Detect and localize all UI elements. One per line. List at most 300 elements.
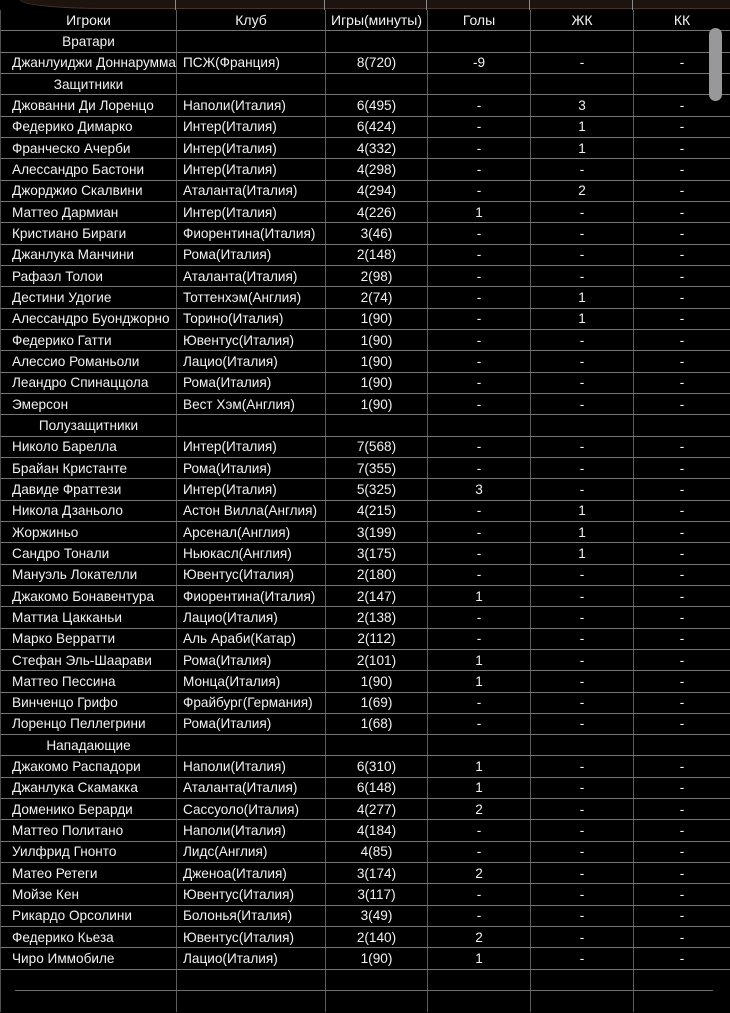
goals-cell: -	[428, 906, 531, 926]
games-minutes-cell: 4(298)	[326, 159, 428, 179]
header-cell-yellow-cards: ЖК	[531, 10, 634, 30]
games-minutes-cell: 2(148)	[326, 245, 428, 265]
player-row	[0, 287, 730, 308]
player-name-cell: Маттео Политано	[1, 820, 177, 840]
yellow-cards-cell: -	[531, 863, 634, 883]
player-row	[0, 884, 730, 905]
club-cell: Арсенал(Англия)	[177, 522, 326, 542]
empty-cell	[177, 415, 326, 435]
club-cell: Аталанта(Италия)	[177, 266, 326, 286]
yellow-cards-cell: -	[531, 906, 634, 926]
goals-cell: -	[428, 607, 531, 627]
red-cards-cell: -	[679, 439, 685, 455]
empty-row	[0, 991, 730, 1012]
games-minutes-cell: 4(294)	[326, 181, 428, 201]
red-cards-cell: -	[679, 673, 685, 689]
goals-cell: -	[428, 181, 531, 201]
empty-cell	[531, 735, 634, 755]
yellow-cards-cell: -	[531, 159, 634, 179]
club-cell: Фрайбург(Германия)	[177, 693, 326, 713]
player-name-cell: Жоржиньо	[1, 522, 177, 542]
player-name-cell: Франческо Ачерби	[1, 138, 177, 158]
player-name-cell: Федерико Кьеза	[1, 927, 177, 947]
section-row	[0, 31, 730, 52]
empty-cell	[428, 991, 531, 1012]
games-minutes-cell: 3(175)	[326, 543, 428, 563]
empty-cell	[177, 991, 326, 1012]
column-divider-tick	[632, 0, 633, 10]
column-divider-tick	[529, 0, 530, 10]
club-cell: Ювентус(Италия)	[177, 330, 326, 350]
empty-row	[0, 970, 730, 991]
club-cell: Лацио(Италия)	[177, 948, 326, 968]
games-minutes-cell: 2(74)	[326, 287, 428, 307]
games-minutes-cell: 1(90)	[326, 671, 428, 691]
player-name-cell: Уилфрид Гнонто	[1, 842, 177, 862]
club-cell: Ювентус(Италия)	[177, 927, 326, 947]
player-name-cell: Мануэль Локателли	[1, 565, 177, 585]
red-cards-cell: -	[679, 545, 685, 561]
empty-cell	[428, 74, 531, 94]
player-row	[0, 53, 730, 74]
red-cards-cell: -	[679, 332, 685, 348]
yellow-cards-cell: -	[531, 479, 634, 499]
red-cards-cell: -	[679, 524, 685, 540]
empty-cell	[428, 970, 531, 991]
yellow-cards-cell: 1	[531, 117, 634, 137]
yellow-cards-cell: -	[531, 223, 634, 243]
club-cell: Фиорентина(Италия)	[177, 586, 326, 606]
empty-cell	[428, 31, 531, 51]
goals-cell: -9	[428, 53, 531, 73]
player-row	[0, 181, 730, 202]
empty-cell	[428, 735, 531, 755]
player-row	[0, 351, 730, 372]
club-cell: Дженоа(Италия)	[177, 863, 326, 883]
player-row	[0, 714, 730, 735]
games-minutes-cell: 7(355)	[326, 458, 428, 478]
empty-cell	[326, 970, 428, 991]
games-minutes-cell: 6(310)	[326, 756, 428, 776]
section-row	[0, 74, 730, 95]
goals-cell: -	[428, 117, 531, 137]
empty-cell	[326, 735, 428, 755]
player-name-cell: Дестини Удогие	[1, 287, 177, 307]
red-cards-cell: -	[679, 588, 685, 604]
yellow-cards-cell: -	[531, 714, 634, 734]
yellow-cards-cell: -	[531, 607, 634, 627]
goals-cell: -	[428, 159, 531, 179]
player-name-cell: Джованни Ди Лоренцо	[1, 95, 177, 115]
player-name-cell: Алессандро Буонджорно	[1, 309, 177, 329]
goals-cell: -	[428, 266, 531, 286]
player-name-cell: Маттиа Цакканьи	[1, 607, 177, 627]
games-minutes-cell: 3(199)	[326, 522, 428, 542]
goals-cell: -	[428, 373, 531, 393]
player-name-cell: Алессандро Бастони	[1, 159, 177, 179]
player-name-cell: Кристиано Бираги	[1, 223, 177, 243]
player-row	[0, 650, 730, 671]
yellow-cards-cell: -	[531, 266, 634, 286]
yellow-cards-cell: 1	[531, 522, 634, 542]
player-name-cell: Николо Барелла	[1, 437, 177, 457]
empty-cell	[531, 31, 634, 51]
club-cell: Болонья(Италия)	[177, 906, 326, 926]
club-cell: Монца(Италия)	[177, 671, 326, 691]
goals-cell: 1	[428, 756, 531, 776]
yellow-cards-cell: -	[531, 671, 634, 691]
player-name-cell: Сандро Тонали	[1, 543, 177, 563]
games-minutes-cell: 3(49)	[326, 906, 428, 926]
goals-cell: 2	[428, 799, 531, 819]
red-cards-cell: -	[679, 289, 685, 305]
empty-cell	[1, 970, 177, 991]
yellow-cards-cell: -	[531, 842, 634, 862]
red-cards-cell: -	[679, 161, 685, 177]
yellow-cards-cell: -	[531, 245, 634, 265]
goals-cell: 2	[428, 927, 531, 947]
red-cards-cell: -	[679, 652, 685, 668]
goals-cell: -	[428, 245, 531, 265]
red-cards-cell: -	[679, 759, 685, 775]
player-row	[0, 266, 730, 287]
club-cell: Наполи(Италия)	[177, 756, 326, 776]
yellow-cards-cell: 1	[531, 501, 634, 521]
red-cards-cell: -	[679, 460, 685, 476]
games-minutes-cell: 6(424)	[326, 117, 428, 137]
yellow-cards-cell: -	[531, 820, 634, 840]
yellow-cards-cell: -	[531, 650, 634, 670]
yellow-cards-cell: -	[531, 330, 634, 350]
player-name-cell: Марко Верратти	[1, 629, 177, 649]
yellow-cards-cell: 2	[531, 181, 634, 201]
player-name-cell: Доменико Берарди	[1, 799, 177, 819]
red-cards-cell: -	[679, 225, 685, 241]
games-minutes-cell: 4(184)	[326, 820, 428, 840]
red-cards-cell: -	[679, 183, 685, 199]
games-minutes-cell: 6(148)	[326, 778, 428, 798]
yellow-cards-cell: 1	[531, 309, 634, 329]
empty-cell	[177, 31, 326, 51]
player-name-cell: Давиде Фраттези	[1, 479, 177, 499]
games-minutes-cell: 4(332)	[326, 138, 428, 158]
red-cards-cell: -	[679, 844, 685, 860]
section-row	[0, 415, 730, 436]
club-cell: Рома(Италия)	[177, 714, 326, 734]
games-minutes-cell: 3(46)	[326, 223, 428, 243]
player-row	[0, 458, 730, 479]
section-label: Защитники	[1, 74, 177, 94]
goals-cell: 1	[428, 948, 531, 968]
red-cards-cell: -	[679, 887, 685, 903]
player-row	[0, 799, 730, 820]
yellow-cards-cell: -	[531, 351, 634, 371]
goals-cell: -	[428, 501, 531, 521]
club-cell: Вест Хэм(Англия)	[177, 394, 326, 414]
club-cell: Наполи(Италия)	[177, 95, 326, 115]
red-cards-cell: -	[679, 951, 685, 967]
player-row	[0, 330, 730, 351]
player-row	[0, 948, 730, 969]
games-minutes-cell: 2(101)	[326, 650, 428, 670]
games-minutes-cell: 4(215)	[326, 501, 428, 521]
goals-cell: 1	[428, 202, 531, 222]
top-banner-remnant	[20, 0, 730, 9]
vertical-scrollbar-thumb[interactable]	[709, 28, 722, 101]
yellow-cards-cell: -	[531, 458, 634, 478]
player-name-cell: Федерико Димарко	[1, 117, 177, 137]
yellow-cards-cell: -	[531, 586, 634, 606]
player-name-cell: Лоренцо Пеллегрини	[1, 714, 177, 734]
section-row	[0, 735, 730, 756]
red-cards-cell: -	[679, 780, 685, 796]
player-row	[0, 629, 730, 650]
goals-cell: -	[428, 95, 531, 115]
player-name-cell: Матео Ретеги	[1, 863, 177, 883]
goals-cell: -	[428, 693, 531, 713]
games-minutes-cell: 8(720)	[326, 53, 428, 73]
yellow-cards-cell: -	[531, 565, 634, 585]
club-cell: Наполи(Италия)	[177, 820, 326, 840]
goals-cell: -	[428, 543, 531, 563]
games-minutes-cell: 4(226)	[326, 202, 428, 222]
games-minutes-cell: 2(138)	[326, 607, 428, 627]
games-minutes-cell: 3(174)	[326, 863, 428, 883]
red-cards-cell: -	[679, 396, 685, 412]
empty-cell	[326, 31, 428, 51]
club-cell: Рома(Италия)	[177, 458, 326, 478]
empty-cell	[326, 415, 428, 435]
yellow-cards-cell: -	[531, 202, 634, 222]
club-cell: ПСЖ(Франция)	[177, 53, 326, 73]
games-minutes-cell: 1(90)	[326, 309, 428, 329]
yellow-cards-cell: -	[531, 53, 634, 73]
red-cards-cell: -	[679, 140, 685, 156]
club-cell: Ювентус(Италия)	[177, 565, 326, 585]
player-row	[0, 778, 730, 799]
games-minutes-cell: 1(90)	[326, 373, 428, 393]
column-divider-tick	[175, 0, 176, 10]
player-name-cell: Джакомо Бонавентура	[1, 586, 177, 606]
player-row	[0, 906, 730, 927]
section-label: Нападающие	[1, 735, 177, 755]
header-cell-red-cards: КК	[673, 12, 691, 29]
red-cards-cell: -	[679, 695, 685, 711]
goals-cell: -	[428, 330, 531, 350]
goals-cell: 2	[428, 863, 531, 883]
games-minutes-cell: 1(90)	[326, 394, 428, 414]
club-cell: Аль Араби(Катар)	[177, 629, 326, 649]
section-label: Вратари	[1, 31, 177, 51]
yellow-cards-cell: -	[531, 394, 634, 414]
games-minutes-cell: 3(117)	[326, 884, 428, 904]
player-row	[0, 95, 730, 116]
goals-cell: -	[428, 458, 531, 478]
player-row	[0, 522, 730, 543]
club-cell: Лидс(Англия)	[177, 842, 326, 862]
club-cell: Интер(Италия)	[177, 437, 326, 457]
club-cell: Интер(Италия)	[177, 479, 326, 499]
red-cards-cell: -	[679, 375, 685, 391]
header-cell-club: Клуб	[177, 10, 326, 30]
club-cell: Ювентус(Италия)	[177, 884, 326, 904]
player-row	[0, 671, 730, 692]
header-cell-player-name: Игроки	[1, 10, 177, 30]
column-divider-tick	[324, 0, 325, 10]
games-minutes-cell: 1(90)	[326, 330, 428, 350]
empty-cell	[177, 74, 326, 94]
club-cell: Аталанта(Италия)	[177, 778, 326, 798]
goals-cell: -	[428, 287, 531, 307]
yellow-cards-cell: -	[531, 756, 634, 776]
player-name-cell: Чиро Иммобиле	[1, 948, 177, 968]
red-cards-cell: -	[679, 865, 685, 881]
yellow-cards-cell: 1	[531, 287, 634, 307]
header-cell-goals: Голы	[428, 10, 531, 30]
player-row	[0, 159, 730, 180]
player-name-cell: Джорджио Скалвини	[1, 181, 177, 201]
players-stats-table[interactable]	[0, 10, 730, 1012]
player-row	[0, 586, 730, 607]
games-minutes-cell: 1(68)	[326, 714, 428, 734]
club-cell: Лацио(Италия)	[177, 607, 326, 627]
red-cards-cell: -	[679, 567, 685, 583]
goals-cell: -	[428, 820, 531, 840]
player-name-cell: Маттео Пессина	[1, 671, 177, 691]
red-cards-cell: -	[679, 119, 685, 135]
club-cell: Астон Вилла(Англия)	[177, 501, 326, 521]
red-cards-cell: -	[679, 929, 685, 945]
goals-cell: -	[428, 138, 531, 158]
player-row	[0, 138, 730, 159]
empty-cell	[326, 74, 428, 94]
player-row	[0, 117, 730, 138]
red-cards-cell: -	[679, 311, 685, 327]
goals-cell: -	[428, 437, 531, 457]
red-cards-cell: -	[679, 823, 685, 839]
club-cell: Интер(Италия)	[177, 202, 326, 222]
empty-cell	[634, 970, 730, 991]
games-minutes-cell: 4(277)	[326, 799, 428, 819]
goals-cell: -	[428, 351, 531, 371]
club-cell: Фиорентина(Италия)	[177, 223, 326, 243]
player-name-cell: Эмерсон	[1, 394, 177, 414]
empty-cell	[326, 991, 428, 1012]
red-cards-cell: -	[679, 204, 685, 220]
goals-cell: 1	[428, 671, 531, 691]
player-row	[0, 394, 730, 415]
goals-cell: -	[428, 223, 531, 243]
player-row	[0, 565, 730, 586]
empty-cell	[531, 991, 634, 1012]
player-row	[0, 756, 730, 777]
goals-cell: 3	[428, 479, 531, 499]
club-cell: Интер(Италия)	[177, 138, 326, 158]
player-name-cell: Никола Дзаньоло	[1, 501, 177, 521]
player-row	[0, 501, 730, 522]
player-row	[0, 607, 730, 628]
goals-cell: -	[428, 309, 531, 329]
player-row	[0, 927, 730, 948]
goals-cell: -	[428, 714, 531, 734]
player-name-cell: Федерико Гатти	[1, 330, 177, 350]
section-label: Полузащитники	[1, 415, 177, 435]
goals-cell: 1	[428, 778, 531, 798]
empty-cell	[531, 74, 634, 94]
goals-cell: -	[428, 522, 531, 542]
player-name-cell: Рафаэл Толои	[1, 266, 177, 286]
red-cards-cell: -	[679, 908, 685, 924]
empty-cell	[177, 970, 326, 991]
club-cell: Рома(Италия)	[177, 373, 326, 393]
yellow-cards-cell: -	[531, 778, 634, 798]
goals-cell: -	[428, 394, 531, 414]
red-cards-cell: -	[679, 609, 685, 625]
player-name-cell: Джакомо Распадори	[1, 756, 177, 776]
player-row	[0, 245, 730, 266]
yellow-cards-cell: -	[531, 373, 634, 393]
games-minutes-cell: 7(568)	[326, 437, 428, 457]
column-divider-tick	[426, 0, 427, 10]
player-row	[0, 309, 730, 330]
yellow-cards-cell: -	[531, 799, 634, 819]
goals-cell: -	[428, 884, 531, 904]
club-cell: Интер(Италия)	[177, 159, 326, 179]
games-minutes-cell: 1(69)	[326, 693, 428, 713]
player-name-cell: Стефан Эль-Шаарави	[1, 650, 177, 670]
red-cards-cell: -	[679, 247, 685, 263]
club-cell: Лацио(Италия)	[177, 351, 326, 371]
goals-cell: 1	[428, 650, 531, 670]
player-name-cell: Мойзе Кен	[1, 884, 177, 904]
empty-cell	[1, 991, 177, 1012]
player-row	[0, 693, 730, 714]
games-minutes-cell: 2(112)	[326, 629, 428, 649]
games-minutes-cell: 5(325)	[326, 479, 428, 499]
player-row	[0, 842, 730, 863]
games-minutes-cell: 1(90)	[326, 948, 428, 968]
club-cell: Интер(Италия)	[177, 117, 326, 137]
red-cards-cell: -	[679, 353, 685, 369]
player-name-cell: Рикардо Орсолини	[1, 906, 177, 926]
red-cards-cell: -	[679, 503, 685, 519]
goals-cell: 1	[428, 586, 531, 606]
header-cell-games-minutes: Игры(минуты)	[326, 10, 428, 30]
player-name-cell: Джанлука Скамакка	[1, 778, 177, 798]
empty-cell	[634, 735, 730, 755]
club-cell: Тоттенхэм(Англия)	[177, 287, 326, 307]
player-row	[0, 373, 730, 394]
player-row	[0, 437, 730, 458]
player-row	[0, 820, 730, 841]
club-cell: Аталанта(Италия)	[177, 181, 326, 201]
player-name-cell: Леандро Спинаццола	[1, 373, 177, 393]
yellow-cards-cell: -	[531, 437, 634, 457]
games-minutes-cell: 6(495)	[326, 95, 428, 115]
empty-cell	[531, 970, 634, 991]
club-cell: Сассуоло(Италия)	[177, 799, 326, 819]
player-row	[0, 479, 730, 500]
yellow-cards-cell: 3	[531, 95, 634, 115]
club-cell: Рома(Италия)	[177, 245, 326, 265]
red-cards-cell: -	[679, 55, 685, 71]
yellow-cards-cell: -	[531, 629, 634, 649]
yellow-cards-cell: -	[531, 884, 634, 904]
goals-cell: -	[428, 629, 531, 649]
player-row	[0, 202, 730, 223]
yellow-cards-cell: 1	[531, 138, 634, 158]
player-row	[0, 863, 730, 884]
